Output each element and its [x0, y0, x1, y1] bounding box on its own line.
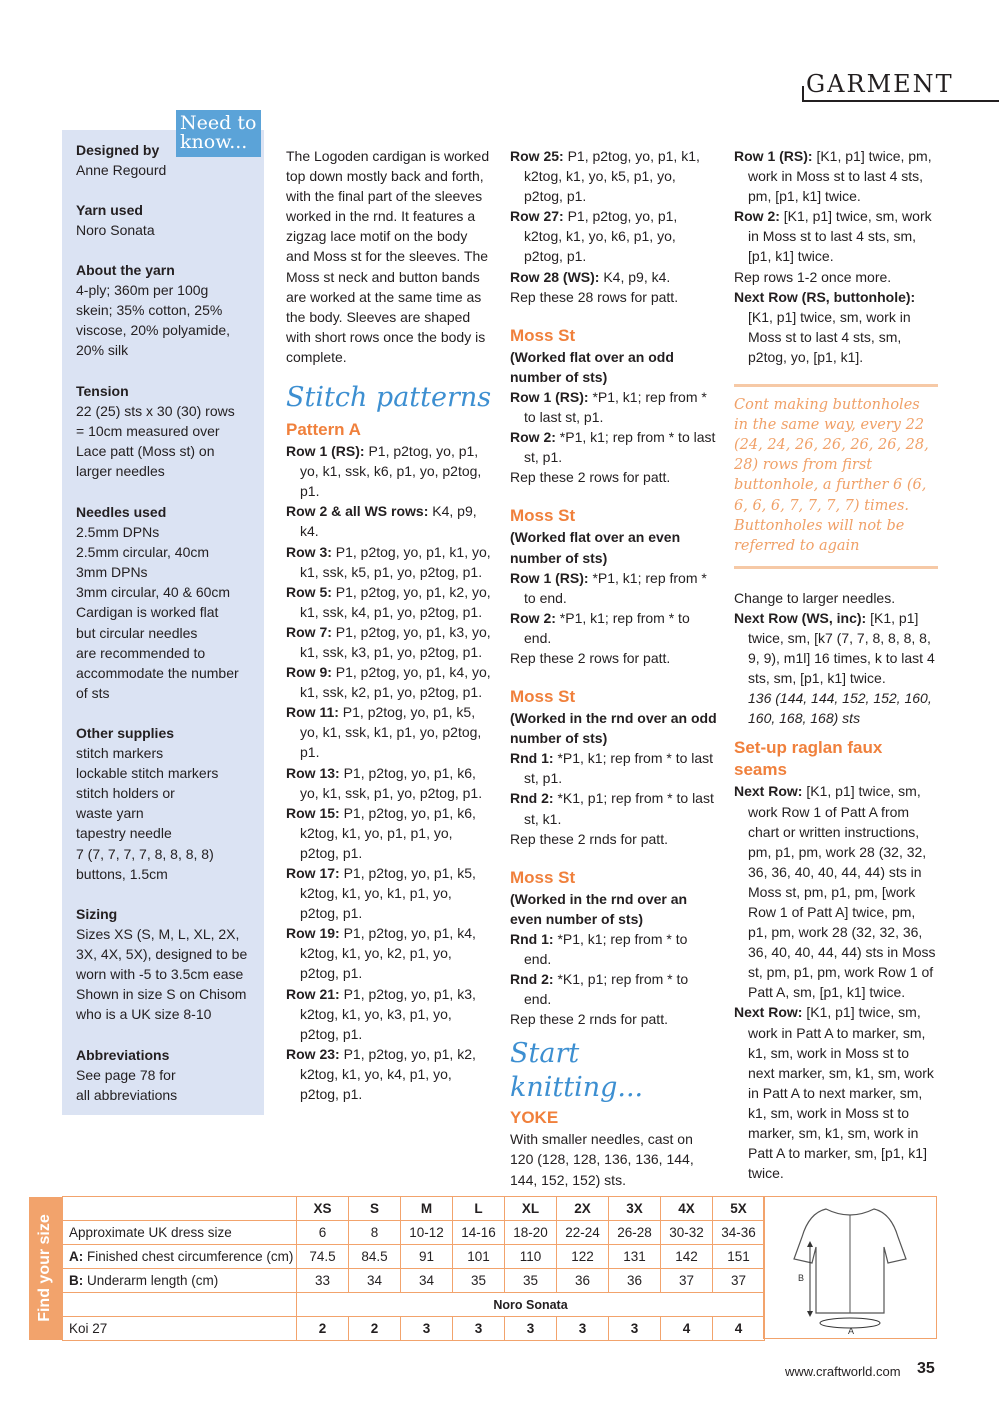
column-2 — [510, 146, 718, 1190]
yarn-row — [63, 1317, 765, 1341]
pattern-a-cont-row — [510, 267, 718, 287]
size-header-cell: 2X — [557, 1197, 609, 1221]
sidebar-line: stitch holders or — [76, 785, 175, 802]
size-cell: 84.5 — [349, 1245, 401, 1269]
pattern-a-row-label: Row 21: — [286, 985, 340, 1002]
pattern-a-cont-row-label: Row 28 (WS): — [510, 268, 600, 285]
size-row-prefix: A: — [69, 1249, 84, 1264]
pattern-a-row-text: P1, p2tog, yo, p1, k3, yo, k1, ssk, k3, p1, yo, p2tog, p1. — [300, 623, 491, 660]
sidebar-line: 2.5mm DPNs — [76, 524, 160, 541]
sidebar-line: worn with -5 to 3.5cm ease — [76, 966, 244, 983]
pattern-a-row-text: P1, p2tog, yo, p1, k6, k2tog, k1, yo, p1, p1, yo, p2tog, p1. — [300, 804, 476, 861]
pattern-a-row — [286, 662, 494, 702]
size-cell: 33 — [297, 1269, 349, 1293]
moss-row — [510, 929, 718, 969]
buttonband-row-label: Next Row (RS, buttonhole): — [734, 288, 916, 305]
pattern-a-row-text: P1, p2tog, yo, p1, yo, k1, ssk, k6, p1, yo, p2tog, p1. — [300, 443, 482, 500]
yarn-cell: 3 — [609, 1317, 661, 1341]
pattern-a-row-label: Row 23: — [286, 1045, 340, 1062]
moss-row-text: *P1, k1; rep from * to last st, p1. — [524, 750, 714, 787]
size-header-blank — [63, 1197, 297, 1221]
sidebar-heading: About the yarn — [76, 262, 175, 278]
size-cell: 10-12 — [401, 1221, 453, 1245]
moss-row — [510, 788, 718, 828]
sidebar-line: 20% silk — [76, 342, 129, 359]
pattern-a-row-text: P1, p2tog, yo, p1, k4, yo, k1, ssk, k2, p1, yo, p2tog, p1. — [300, 664, 491, 701]
change-needles-text: Change to larger needles. — [734, 589, 896, 606]
size-cell: 14-16 — [453, 1221, 505, 1245]
sidebar-heading: Sizing — [76, 906, 118, 922]
pattern-a-continued — [510, 146, 718, 307]
intro-text: The Logoden cardigan is worked top down mostly back and forth, with the final part of the sleeves worked in the rnd. It features a zigzag lace motif on the body and Moss st for the sleeves. The Moss st neck and button bands are worked at the same time as the body. Sleeves are shaped with short rows once the body is complete. — [286, 148, 490, 365]
sidebar-line: 22 (25) sts x 30 (30) rows — [76, 403, 235, 420]
size-cell: 122 — [557, 1245, 609, 1269]
header-rule — [802, 100, 999, 102]
raglan-row-text: [K1, p1] twice, sm, work Row 1 of Patt A from chart or written instructions, pm, p1, pm, work 28 (32, 32, 36, 36, 40, 40, 44, 44) sts in Moss st, pm, p1, pm, [work Row 1 of Patt A] twice, pm, p1, pm, work 28 (32, 32, 36, 36, 40, 40, 44, 44) sts in Moss st, pm, p1, pm, work Row 1 of Patt A, sm, [p1, k1] twice. — [748, 783, 936, 1001]
moss-row — [510, 568, 718, 608]
sidebar-line: Noro Sonata — [76, 222, 155, 239]
raglan-row — [734, 781, 938, 1002]
yarn-cell: 3 — [401, 1317, 453, 1341]
buttonband-row — [734, 287, 938, 367]
pattern-a-cont-row-label: Row 27: — [510, 208, 564, 225]
yarn-cell: 2 — [297, 1317, 349, 1341]
moss-row — [510, 1009, 718, 1029]
sidebar-line: but circular needles — [76, 624, 198, 641]
size-cell: 30-32 — [661, 1221, 713, 1245]
size-cell: 26-28 — [609, 1221, 661, 1245]
moss-row-text: Rep these 2 rnds for patt. — [510, 830, 668, 847]
diagram-label-b: B — [798, 1273, 805, 1283]
sidebar-group — [76, 904, 262, 1025]
moss-row-label: Row 2: — [510, 429, 556, 446]
sidebar-group — [76, 502, 262, 703]
size-row-label — [63, 1245, 297, 1269]
moss-row-label: Row 1 (RS): — [510, 569, 589, 586]
pattern-a-row-label: Row 15: — [286, 804, 340, 821]
size-header-cell: 4X — [661, 1197, 713, 1221]
sidebar-group — [76, 140, 262, 180]
pattern-a-row — [286, 542, 494, 582]
size-row — [63, 1269, 765, 1293]
sidebar-group — [76, 723, 262, 884]
size-cell: 151 — [713, 1245, 765, 1269]
next-row-ws — [734, 608, 938, 729]
buttonband-rows — [734, 146, 938, 367]
size-cell: 91 — [401, 1245, 453, 1269]
moss-title: Moss St — [510, 867, 576, 887]
pattern-a-row-label: Row 3: — [286, 543, 332, 560]
sidebar-line: stitch markers — [76, 745, 164, 762]
pattern-a-row — [286, 702, 494, 762]
moss-row — [510, 427, 718, 467]
sidebar-group — [76, 1045, 262, 1105]
sidebar-heading: Tension — [76, 383, 129, 399]
next-row-ws-count: 136 (144, 144, 152, 152, 160, 160, 168, 168) sts — [748, 690, 932, 727]
sidebar-line: 4-ply; 360m per 100g — [76, 282, 209, 299]
size-cell: 101 — [453, 1245, 505, 1269]
size-row-label-text: Finished chest circumference (cm) — [83, 1249, 294, 1264]
section-title: GARMENT — [806, 70, 954, 98]
raglan-row-label: Next Row: — [734, 1004, 803, 1021]
sidebar-line: = 10cm measured over — [76, 423, 220, 440]
pattern-a-row-text: P1, p2tog, yo, p1, k1, yo, k1, ssk, k5, p1, yo, p2tog, p1. — [300, 543, 491, 580]
pattern-a-row-label: Row 13: — [286, 764, 340, 781]
sidebar-line: Lace patt (Moss st) on — [76, 443, 215, 460]
size-header-row — [63, 1197, 765, 1221]
yoke-heading: YOKE — [510, 1108, 559, 1128]
size-cell: 18-20 — [505, 1221, 557, 1245]
pattern-a-heading: Pattern A — [286, 420, 361, 440]
pattern-a-row-label: Row 7: — [286, 623, 332, 640]
size-header-cell: XL — [505, 1197, 557, 1221]
page-number: 35 — [917, 1360, 935, 1377]
size-table — [62, 1196, 765, 1341]
moss-row-text: *P1, k1; rep from * to end. — [524, 930, 688, 967]
sidebar-line: who is a UK size 8-10 — [76, 1006, 212, 1023]
pattern-a-row-text: P1, p2tog, yo, p1, k6, yo, k1, ssk, p1, yo, p2tog, p1. — [300, 764, 483, 801]
yarn-cell: 3 — [453, 1317, 505, 1341]
size-header-cell: M — [401, 1197, 453, 1221]
moss-row-label: Rnd 2: — [510, 790, 554, 807]
yarn-cell: 2 — [349, 1317, 401, 1341]
moss-row-label: Rnd 2: — [510, 971, 554, 988]
start-knitting-heading: Start knitting... — [510, 1038, 644, 1104]
pattern-a-row — [286, 803, 494, 863]
raglan-row-label: Next Row: — [734, 783, 803, 800]
pattern-a-row — [286, 622, 494, 662]
size-row-label-text: Approximate UK dress size — [69, 1225, 232, 1240]
sidebar-line: waste yarn — [76, 805, 144, 822]
garment-diagram — [763, 1196, 937, 1339]
size-cell: 37 — [661, 1269, 713, 1293]
moss-row — [510, 467, 718, 487]
sidebar-line: Cardigan is worked flat — [76, 604, 219, 621]
buttonband-row-text: Rep rows 1-2 once more. — [734, 268, 892, 285]
sidebar-line: Shown in size S on Chisom — [76, 986, 247, 1003]
sidebar-line: all abbreviations — [76, 1087, 178, 1104]
pattern-a-cont-row-text: K4, p9, k4. — [599, 268, 671, 285]
moss-section — [510, 686, 718, 849]
yarn-cell: 4 — [661, 1317, 713, 1341]
moss-row-text: Rep these 2 rnds for patt. — [510, 1011, 668, 1028]
footer-url: www.craftworld.com — [785, 1364, 901, 1379]
buttonband-row-text: [K1, p1] twice, pm, work in Moss st to last 4 sts, pm, [p1, k1] twice. — [748, 148, 932, 205]
moss-row — [510, 748, 718, 788]
pattern-a-row-text: K4, p9, k4. — [300, 503, 477, 540]
size-row-label — [63, 1269, 297, 1293]
yarn-header-blank — [63, 1293, 297, 1317]
size-row-prefix: B: — [69, 1273, 84, 1288]
moss-row-text: *P1, k1; rep from * to last st, p1. — [524, 388, 707, 426]
raglan-row — [734, 1002, 938, 1183]
pattern-a-row — [286, 923, 494, 983]
size-cell: 34 — [401, 1269, 453, 1293]
raglan-heading: Set-up raglan faux seams — [734, 738, 883, 780]
moss-subtitle: (Worked in the rnd over an even number of sts) — [510, 890, 688, 927]
moss-row-text: Rep these 2 rows for patt. — [510, 469, 671, 486]
pattern-a-row — [286, 984, 494, 1044]
diagram-label-a: A — [848, 1326, 855, 1336]
pattern-a-row-text: P1, p2tog, yo, p1, k5, yo, k1, ssk, k1, p1, yo, p2tog, p1. — [300, 704, 482, 761]
buttonband-row — [734, 206, 938, 266]
sidebar-line: accommodate the number — [76, 664, 239, 681]
sidebar-line: larger needles — [76, 463, 165, 480]
sidebar-line: 3mm DPNs — [76, 564, 148, 581]
moss-row-text: *P1, k1; rep from * to end. — [524, 569, 707, 606]
size-row — [63, 1245, 765, 1269]
sidebar-line: of sts — [76, 684, 110, 701]
moss-title: Moss St — [510, 687, 576, 707]
sidebar-line: Anne Regourd — [76, 162, 167, 179]
moss-row-text: *K1, p1; rep from * to last st, k1. — [524, 790, 714, 827]
sidebar-heading: Needles used — [76, 504, 167, 520]
sidebar-group — [76, 381, 262, 481]
need-to-know-tab: Need to know... — [176, 110, 261, 157]
sidebar-line: are recommended to — [76, 644, 206, 661]
moss-row-text: *P1, k1; rep from * to last st, p1. — [524, 429, 716, 466]
buttonband-row — [734, 267, 938, 287]
sidebar-line: 2.5mm circular, 40cm — [76, 544, 210, 561]
yarn-header-row — [63, 1293, 765, 1317]
pattern-a-row-text: P1, p2tog, yo, p1, k4, k2tog, k1, yo, k2, p1, yo, p2tog, p1. — [300, 925, 476, 982]
sidebar-heading: Designed by — [76, 142, 160, 158]
pattern-a-cont-row-text: P1, p2tog, yo, p1, k1, k2tog, k1, yo, k5, p1, yo, p2tog, p1. — [524, 148, 700, 205]
sidebar-line: skein; 35% cotton, 25% — [76, 302, 223, 319]
sidebar-group — [76, 200, 262, 240]
sidebar-group — [76, 260, 262, 360]
pattern-a-cont-row — [510, 287, 718, 307]
sidebar-line: viscose, 20% polyamide, — [76, 322, 231, 339]
size-cell: 35 — [453, 1269, 505, 1293]
moss-title: Moss St — [510, 506, 576, 526]
pattern-a-row — [286, 501, 494, 541]
size-cell: 34-36 — [713, 1221, 765, 1245]
sidebar-line: Sizes XS (S, M, L, XL, 2X, — [76, 926, 240, 943]
buttonband-row-label: Row 1 (RS): — [734, 148, 813, 164]
size-cell: 36 — [609, 1269, 661, 1293]
pattern-a-cont-row-text: Rep these 28 rows for patt. — [510, 288, 679, 305]
pattern-a-cont-row — [510, 146, 718, 206]
sidebar-line: 7 (7, 7, 7, 7, 8, 8, 8, 8) — [76, 845, 214, 862]
pattern-a-cont-row — [510, 206, 718, 266]
size-cell: 37 — [713, 1269, 765, 1293]
stitch-patterns-heading: Stitch patterns — [286, 382, 492, 414]
sidebar-line: lockable stitch markers — [76, 765, 219, 782]
moss-row-text: *P1, k1; rep from * to end. — [524, 609, 690, 646]
moss-section — [510, 867, 718, 1030]
yarn-header: Noro Sonata — [297, 1293, 765, 1317]
moss-row-label: Rnd 1: — [510, 930, 554, 947]
buttonband-row-text: [K1, p1] twice, sm, work in Moss st to last 4 sts, sm, [p1, k1] twice. — [748, 208, 932, 265]
sidebar-heading: Yarn used — [76, 202, 143, 218]
sidebar-line: tapestry needle — [76, 825, 172, 842]
pattern-a-row-text: P1, p2tog, yo, p1, k2, yo, k1, ssk, k4, p1, yo, p2tog, p1. — [300, 583, 491, 620]
sidebar-heading: Abbreviations — [76, 1047, 170, 1063]
size-header-cell: XS — [297, 1197, 349, 1221]
size-cell: 35 — [505, 1269, 557, 1293]
yoke-text: With smaller needles, cast on 120 (128, 128, 136, 136, 144, 144, 152, 152) sts. — [510, 1131, 694, 1188]
pattern-a-rows — [286, 441, 494, 1104]
moss-row-text: Rep these 2 rows for patt. — [510, 649, 671, 666]
size-row — [63, 1221, 765, 1245]
buttonhole-note: Cont making buttonholes in the same way, every 22 (24, 24, 26, 26, 26, 26, 28, 28) rows from first buttonhole, a further 6 (6, 6, 6, 6, 7, 7, 7, 7) times. Buttonholes will not be referred to again — [734, 397, 929, 554]
yarn-cell: 4 — [713, 1317, 765, 1341]
sidebar-line: buttons, 1.5cm — [76, 865, 168, 882]
pattern-a-row-label: Row 17: — [286, 865, 340, 881]
pattern-a-row-label: Row 9: — [286, 664, 332, 681]
pattern-a-row — [286, 441, 494, 501]
size-cell: 8 — [349, 1221, 401, 1245]
moss-stitch-sections — [510, 325, 718, 1030]
column-3 — [734, 146, 938, 1183]
pattern-a-row — [286, 763, 494, 803]
pattern-a-row-label: Row 5: — [286, 583, 332, 600]
buttonband-row — [734, 146, 938, 206]
size-cell: 36 — [557, 1269, 609, 1293]
column-1 — [286, 146, 494, 1104]
size-row-label-text: Underarm length (cm) — [83, 1273, 219, 1288]
find-your-size-label: Find your size — [29, 1197, 62, 1340]
moss-row-text: *K1, p1; rep from * to end. — [524, 971, 689, 1008]
moss-subtitle: (Worked in the rnd over an odd number of sts) — [510, 710, 717, 747]
moss-section — [510, 505, 718, 668]
pattern-a-row-text: P1, p2tog, yo, p1, k5, k2tog, k1, yo, k1, p1, yo, p2tog, p1. — [300, 865, 476, 922]
pattern-a-row — [286, 582, 494, 622]
size-cell: 6 — [297, 1221, 349, 1245]
size-header-cell: 3X — [609, 1197, 661, 1221]
moss-row — [510, 608, 718, 648]
pattern-a-row — [286, 1044, 494, 1104]
raglan-row-text: [K1, p1] twice, sm, work in Patt A to marker, sm, k1, sm, work in Moss st to next marker, sm, k1, sm, work in Patt A to next marker, sm, k1, sm, work in Moss st to marker, sm, k1, sm, work in Patt A to marker, sm, [p1, k1] twice. — [748, 1004, 934, 1182]
moss-subtitle: (Worked flat over an odd number of sts) — [510, 348, 674, 385]
size-cell: 131 — [609, 1245, 661, 1269]
pattern-a-row-text: P1, p2tog, yo, p1, k2, k2tog, k1, yo, k4, p1, yo, p2tog, p1. — [300, 1045, 476, 1103]
size-row-label — [63, 1221, 297, 1245]
size-cell: 22-24 — [557, 1221, 609, 1245]
sidebar-heading: Other supplies — [76, 725, 175, 741]
pattern-a-row-label: Row 19: — [286, 925, 340, 942]
buttonband-row-text: [K1, p1] twice, sm, work in Moss st to last 4 sts, sm, p2tog, yo, [p1, k1]. — [748, 308, 911, 365]
pattern-a-row-text: P1, p2tog, yo, p1, k3, k2tog, k1, yo, k3, p1, yo, p2tog, p1. — [300, 985, 476, 1042]
size-header-cell: S — [349, 1197, 401, 1221]
size-cell: 110 — [505, 1245, 557, 1269]
moss-row — [510, 387, 718, 427]
next-row-ws-label: Next Row (WS, inc): — [734, 609, 867, 626]
buttonband-row-label: Row 2: — [734, 208, 780, 225]
moss-row — [510, 648, 718, 668]
moss-row — [510, 829, 718, 849]
pattern-a-row-label: Row 11: — [286, 704, 339, 721]
pattern-a-cont-row-label: Row 25: — [510, 148, 564, 164]
yarn-row-label: Koi 27 — [63, 1317, 297, 1341]
yarn-cell: 3 — [505, 1317, 557, 1341]
sidebar-line: See page 78 for — [76, 1067, 176, 1084]
cardigan-schematic — [764, 1197, 936, 1338]
moss-row-label: Row 2: — [510, 609, 556, 626]
sidebar-line: 3X, 4X, 5X), designed to be — [76, 946, 248, 963]
moss-row-label: Rnd 1: — [510, 750, 554, 767]
size-cell: 142 — [661, 1245, 713, 1269]
size-cell: 34 — [349, 1269, 401, 1293]
pattern-a-row — [286, 863, 494, 923]
yarn-cell: 3 — [557, 1317, 609, 1341]
moss-row — [510, 969, 718, 1009]
raglan-rows — [734, 781, 938, 1183]
pattern-a-row-label: Row 2 & all WS rows: — [286, 503, 429, 520]
pattern-a-cont-row-text: P1, p2tog, yo, p1, k2tog, k1, yo, k6, p1, yo, p2tog, p1. — [524, 208, 678, 265]
moss-section — [510, 325, 718, 488]
sidebar-line: 3mm circular, 40 & 60cm — [76, 584, 231, 601]
next-row-ws-text: [K1, p1] twice, sm, [k7 (7, 7, 8, 8, 8, 8, 9, 9), m1l] 16 times, k to last 4 sts, sm, [p1, k1] twice. — [748, 609, 935, 687]
moss-subtitle: (Worked flat over an even number of sts) — [510, 529, 681, 566]
pattern-a-row-label: Row 1 (RS): — [286, 443, 365, 460]
size-cell: 74.5 — [297, 1245, 349, 1269]
size-header-cell: 5X — [713, 1197, 765, 1221]
moss-title: Moss St — [510, 325, 576, 345]
moss-row-label: Row 1 (RS): — [510, 388, 589, 405]
size-header-cell: L — [453, 1197, 505, 1221]
